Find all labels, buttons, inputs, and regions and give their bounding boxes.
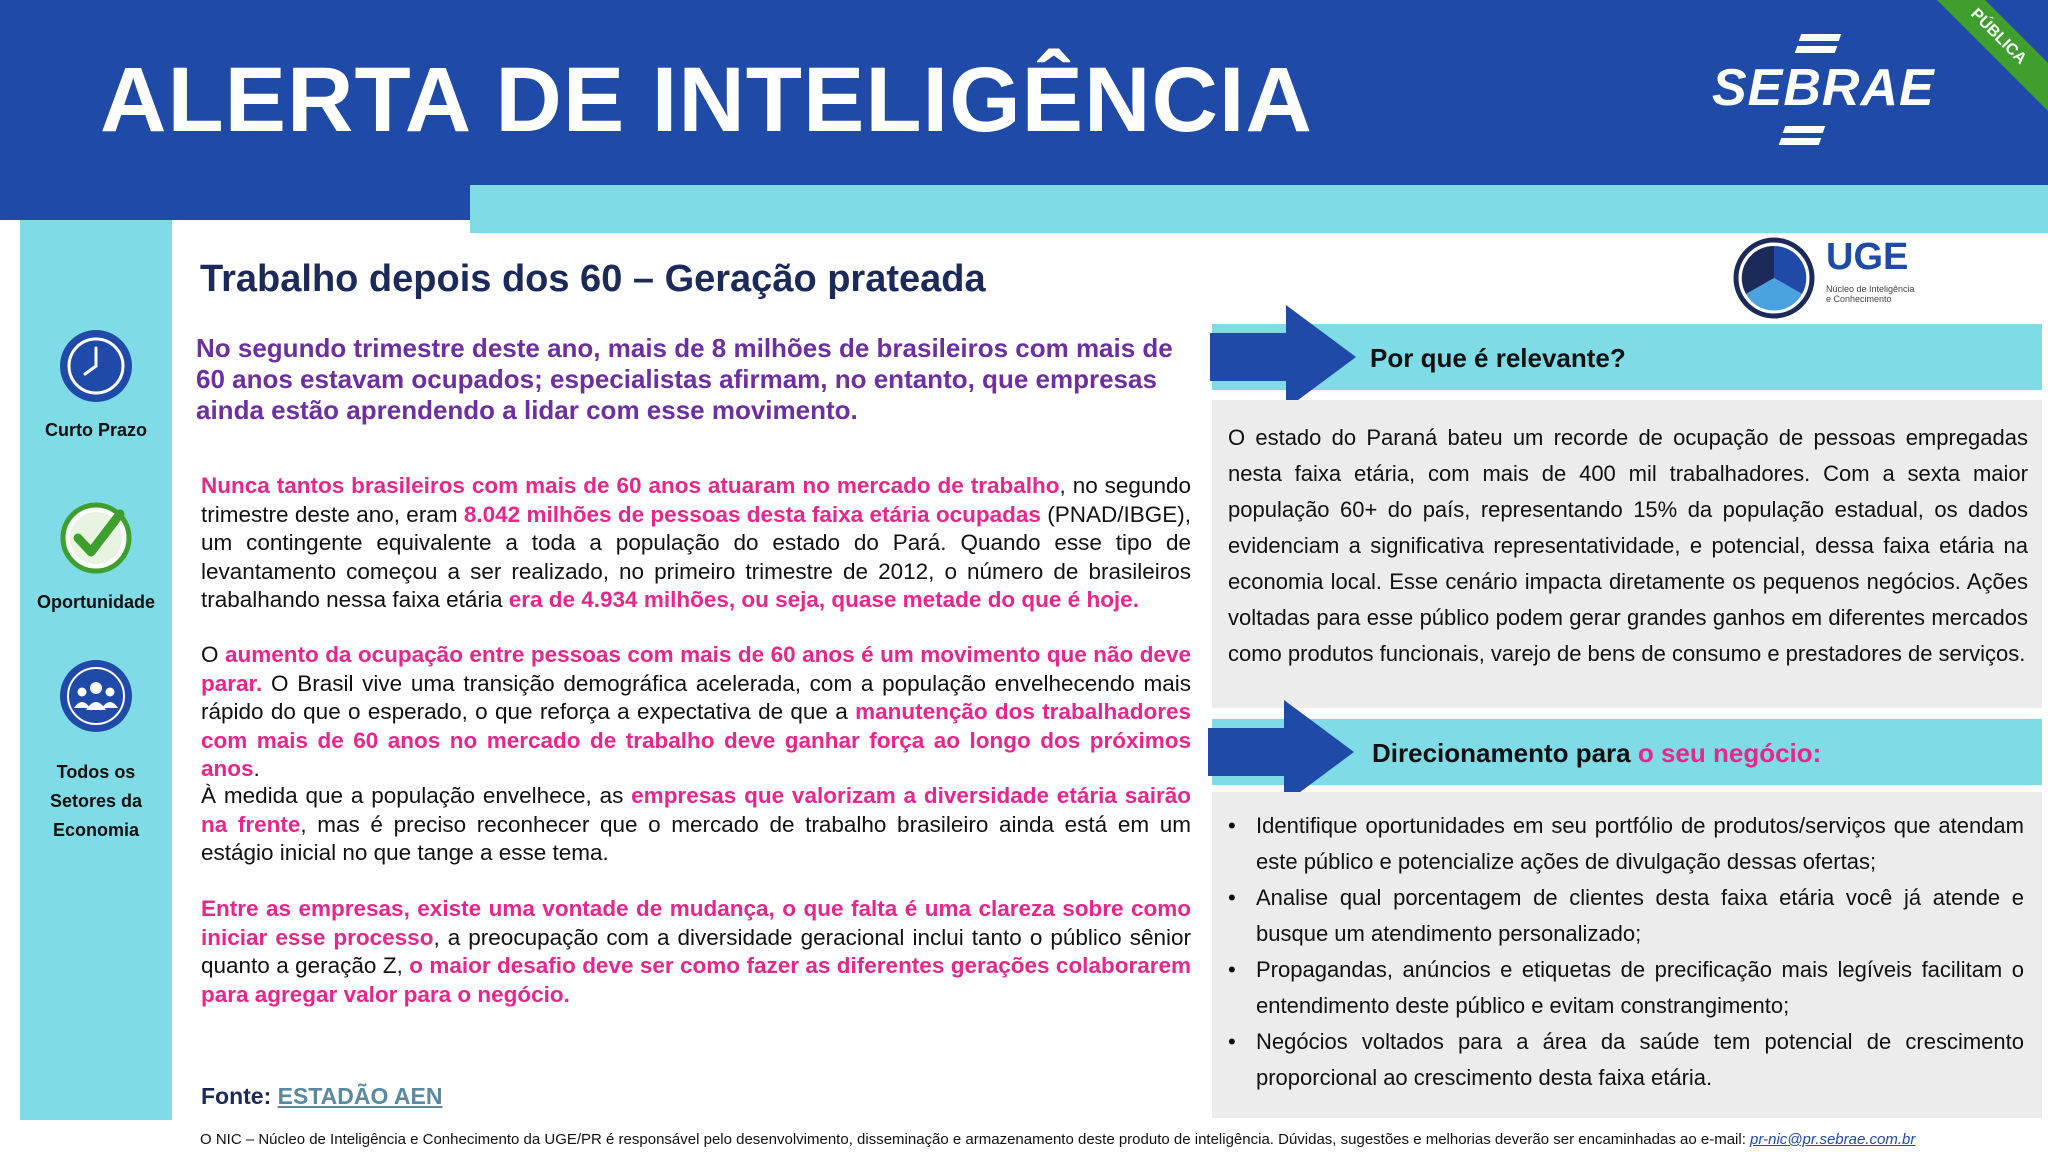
- arrow-right-icon: [1210, 305, 1360, 409]
- body-text: O: [201, 642, 225, 667]
- body-text: (PNAD/IBGE), um contingente equivalente a toda a população do estado do Pará. Quando esse tipo de levantamento começou a ser realizado, no primeiro trimestre de 2012, o número de brasileiros trabalhando nessa faixa etária: [201, 501, 1191, 612]
- clock-icon: [58, 328, 134, 404]
- sidebar-item-curto-prazo: [20, 328, 172, 445]
- relevance-heading: Por que é relevante?: [1370, 343, 1626, 373]
- highlight-text: 8.042 milhões de pessoas desta faixa etária ocupadas: [463, 501, 1041, 527]
- sidebar: [20, 220, 172, 1120]
- page-title: ALERTA DE INTELIGÊNCIA: [100, 49, 1313, 151]
- source-link[interactable]: ESTADÃO AEN: [277, 1083, 443, 1109]
- article-paragraph-3: [201, 782, 1191, 868]
- footer-email-link[interactable]: pr-nic@pr.sebrae.com.br: [1750, 1131, 1916, 1148]
- sidebar-label-todos-setores: [20, 758, 172, 845]
- footer-note: [200, 1131, 1915, 1148]
- article-paragraph-4: [201, 895, 1191, 1009]
- list-item: • Identifique oportunidades em seu portfólio de produtos/serviços que atendam este público e potencialize ações de divulgação dessas ofertas;: [1228, 808, 2024, 880]
- arrow-right-icon: [1208, 700, 1358, 804]
- direction-heading-text: Direcionamento para: [1372, 738, 1638, 768]
- body-text: .: [253, 756, 260, 781]
- sidebar-item-oportunidade: [20, 498, 172, 617]
- list-item: • Analise qual porcentagem de clientes desta faixa etária você já atende e busque um atendimento personalizado;: [1228, 880, 2024, 952]
- direction-list: [1228, 808, 2024, 1096]
- classification-ribbon: PÚBLICA: [1922, 0, 2048, 113]
- sidebar-label-oportunidade: Oportunidade: [37, 592, 155, 612]
- sebrae-logo: [1712, 30, 1935, 140]
- highlight-text: manutenção dos trabalhadores com mais de 60 anos no mercado de trabalho deve ganhar força ao longo dos próximos anos: [201, 699, 1191, 781]
- footer-text: O NIC – Núcleo de Inteligência e Conhecimento da UGE/PR é responsável pelo desenvolvimento, disseminação e armazenamento deste produto de inteligência. Dúvidas, sugestões e melhorias deverão ser encaminhadas ao e-mail:: [200, 1131, 1751, 1148]
- uge-logo-text: UGE: [1826, 236, 1909, 278]
- body-text: O Brasil vive uma transição demográfica acelerada, com a população envelhecendo mais rápido do que o esperado, o que reforça a expectativa de que a: [201, 670, 1191, 724]
- uge-logo: [1732, 236, 1932, 320]
- sebrae-logo-text: SEBRAE: [1712, 59, 1935, 117]
- article-lead: No segundo trimestre deste ano, mais de 8 milhões de brasileiros com mais de 60 anos estavam ocupados; especialistas afirmam, no entanto, que empresas ainda estão aprendendo a lidar com esse movimento.: [196, 333, 1173, 425]
- sidebar-label-line: Economia: [52, 820, 140, 840]
- article-title: Trabalho depois dos 60 – Geração prateada: [200, 258, 986, 300]
- sidebar-label-line: Setores da: [49, 791, 143, 811]
- highlight-text: o maior desafio deve ser como fazer as diferentes gerações colaborarem para agregar valor para o negócio.: [201, 953, 1191, 1007]
- sidebar-label-line: Todos os: [56, 762, 136, 782]
- uge-emblem-icon: [1732, 236, 1816, 320]
- article-paragraph-2: [201, 641, 1191, 784]
- checkmark-icon: [58, 498, 134, 574]
- relevance-text: O estado do Paraná bateu um recorde de ocupação de pessoas empregadas nesta faixa etária, com mais de 400 mil trabalhadores. Com a sexta maior população 60+ do país, representando 15% da população estadual, os dados evidenciam a significativa representatividade, e potencial, dessa faixa etária na economia local. Esse cenário impacta diretamente os pequenos negócios. Ações voltadas para esse público podem gerar grandes ganhos em diferentes mercados como produtos funcionais, varejo de bens de consumo e prestadores de serviços.: [1228, 425, 2028, 666]
- article-paragraph-1: [201, 472, 1191, 615]
- highlight-text: aumento da ocupação entre pessoas com mais de 60 anos é um movimento que não deve parar.: [201, 642, 1191, 696]
- body-text: , mas é preciso reconhecer que o mercado de trabalho brasileiro ainda está em um estágio inicial no que tange a esse tema.: [201, 811, 1191, 865]
- body-text: , a preocupação com a diversidade geracional inclui tanto o público sênior quanto a geração Z,: [201, 924, 1191, 978]
- body-text: À medida que a população envelhece, as: [201, 783, 632, 808]
- source-label: Fonte:: [201, 1083, 272, 1109]
- direction-heading: [1372, 738, 1821, 769]
- body-text: , no segundo trimestre deste ano, eram: [201, 473, 1191, 527]
- highlight-text: Nunca tantos brasileiros com mais de 60 anos atuaram no mercado de trabalho: [201, 473, 1060, 498]
- uge-logo-subtitle: Núcleo de Inteligência e Conhecimento: [1826, 284, 1915, 304]
- highlight-text: Entre as empresas, existe uma vontade de mudança, o que falta é uma clareza sobre como iniciar esse processo: [201, 896, 1191, 950]
- sidebar-label-curto-prazo: Curto Prazo: [44, 420, 147, 440]
- sidebar-item-todos-setores: [20, 658, 172, 845]
- highlight-text: era de 4.934 milhões, ou seja, quase metade do que é hoje.: [508, 587, 1139, 612]
- highlight-text: empresas que valorizam a diversidade etária sairão na frente: [201, 783, 1191, 837]
- people-group-icon: [58, 658, 134, 734]
- list-item: • Propagandas, anúncios e etiquetas de precificação mais legíveis facilitam o entendimento deste público e evitam constrangimento;: [1228, 952, 2024, 1024]
- list-item: • Negócios voltados para a área da saúde tem potencial de crescimento proporcional ao crescimento desta faixa etária.: [1228, 1024, 2024, 1096]
- direction-heading-highlight: o seu negócio:: [1637, 738, 1822, 768]
- source-line: [201, 1083, 443, 1110]
- header-accent-band: [470, 185, 2048, 233]
